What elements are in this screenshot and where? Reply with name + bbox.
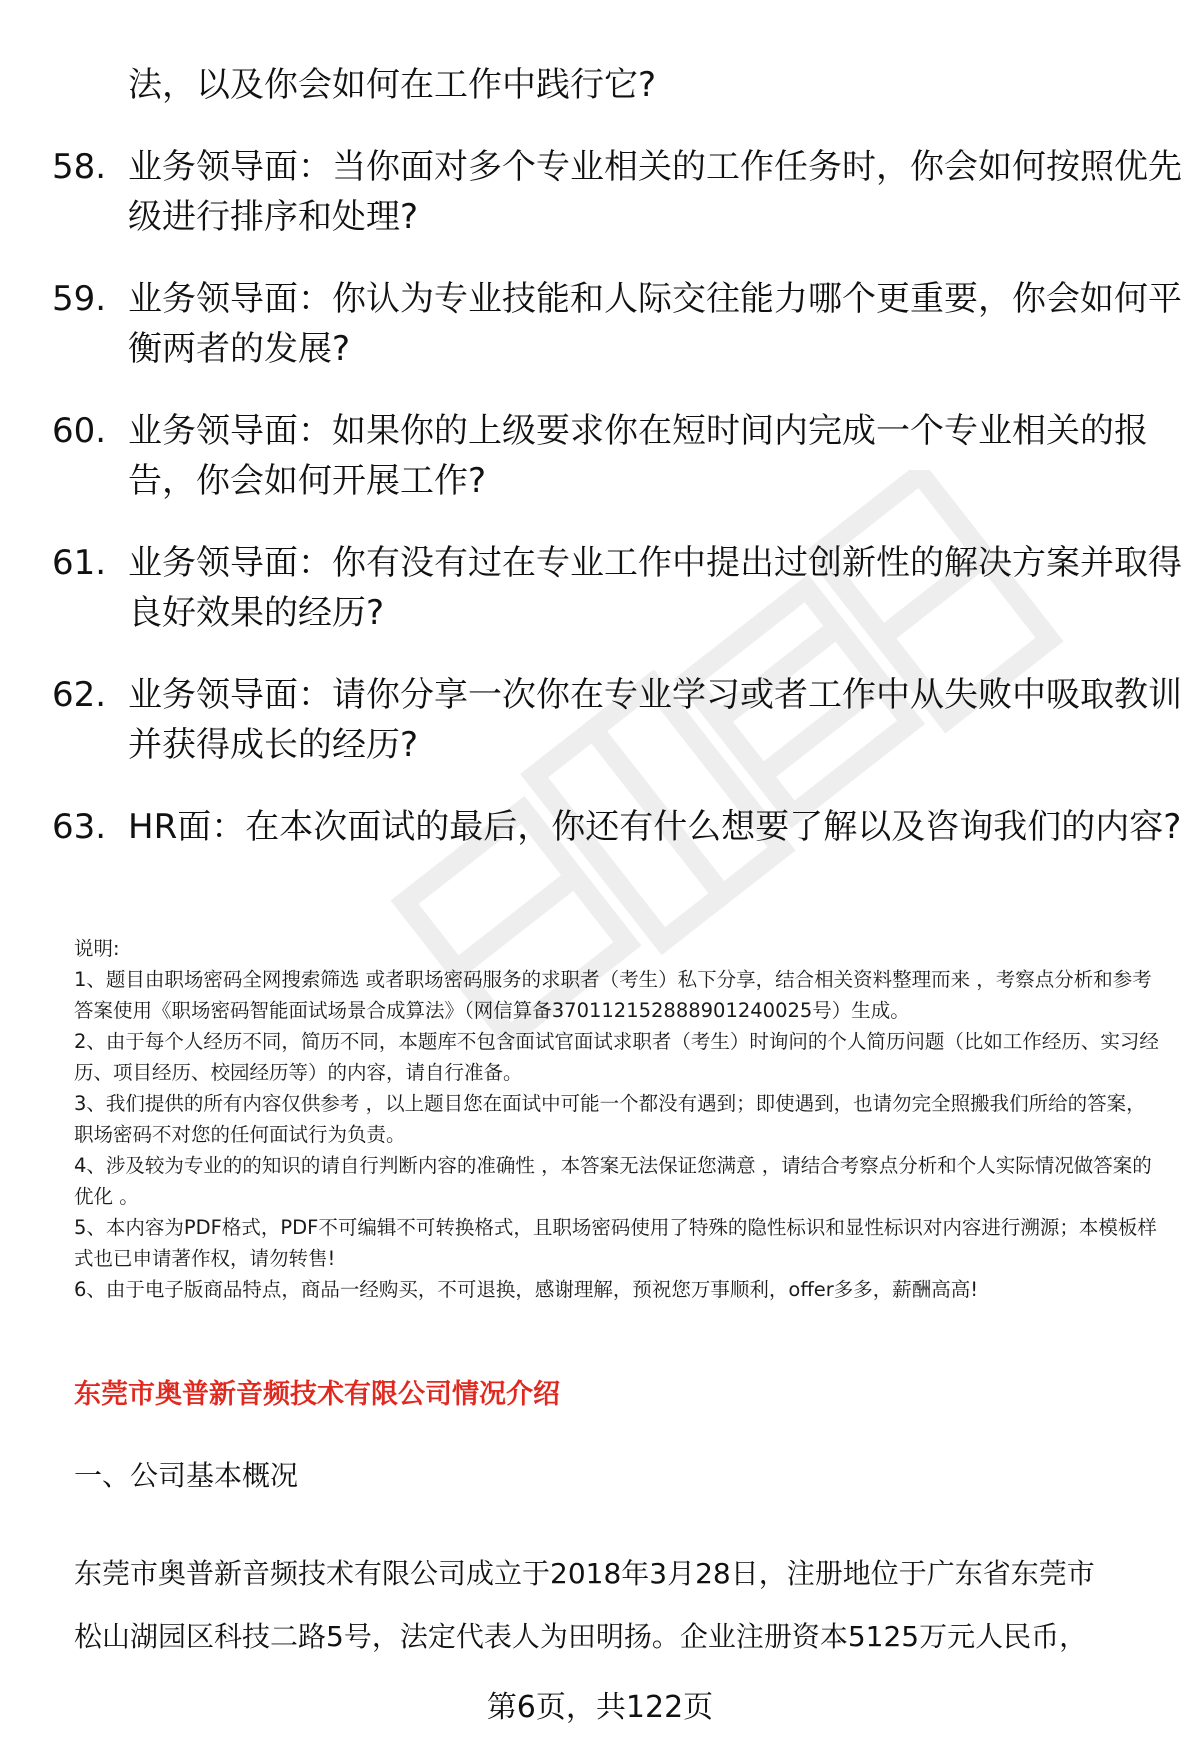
- note-item-2: 2、由于每个人经历不同，简历不同，本题库不包含面试官面试求职者（考生）时询问的个人简历问题（比如工作经历、实习经历、项目经历、校园经历等）的内容，请自行准备。: [74, 1030, 1159, 1084]
- question-item-58: [52, 142, 1182, 242]
- question-text: 业务领导面：当你面对多个专业相关的工作任务时，你会如何按照优先级进行排序和处理?: [128, 147, 1182, 237]
- company-title: 东莞市奥普新音频技术有限公司情况介绍: [74, 1379, 560, 1410]
- note-item-4: 4、涉及较为专业的的知识的请自行判断内容的准确性 ，本答案无法保证您满意 ，请结合考察点分析和个人实际情况做答案的优化 。: [74, 1154, 1152, 1208]
- company-overview-paragraph: [74, 1542, 1164, 1668]
- notes-section: [74, 933, 1164, 1305]
- question-text: 业务领导面：请你分享一次你在专业学习或者工作中从失败中吸取教训并获得成长的经历?: [128, 675, 1182, 765]
- question-number: 59.: [52, 279, 107, 319]
- note-item-5: 5、本内容为PDF格式，PDF不可编辑不可转换格式，且职场密码使用了特殊的隐性标识和显性标识对内容进行溯源；本模板样式也已申请著作权，请勿转售!: [74, 1216, 1157, 1270]
- note-item-1: 1、题目由职场密码全网搜索筛选 或者职场密码服务的求职者（考生）私下分享，结合相关资料整理而来 ，考察点分析和参考答案使用《职场密码智能面试场景合成算法》（网信算备370112152888901240025号）生成。: [74, 968, 1152, 1022]
- paragraph-line-1: 东莞市奥普新音频技术有限公司成立于2018年3月28日，注册地位于广东省东莞市: [74, 1557, 1095, 1590]
- question-continuation: 法，以及你会如何在工作中践行它?: [128, 65, 657, 105]
- question-item-63: [52, 802, 1182, 852]
- question-text: HR面：在本次面试的最后，你还有什么想要了解以及咨询我们的内容?: [128, 807, 1182, 847]
- question-text: 业务领导面：你认为专业技能和人际交往能力哪个更重要，你会如何平衡两者的发展?: [128, 279, 1182, 369]
- question-number: 61.: [52, 543, 107, 583]
- question-item-61: [52, 538, 1182, 638]
- paragraph-line-2: 松山湖园区科技二路5号，法定代表人为田明扬。企业注册资本5125万元人民币，: [74, 1620, 1088, 1653]
- note-item-6: 6、由于电子版商品特点，商品一经购买，不可退换，感谢理解，预祝您万事顺利，offer多多，薪酬高高!: [74, 1278, 979, 1301]
- question-number: 63.: [52, 807, 107, 847]
- note-item-3: 3、我们提供的所有内容仅供参考 ，以上题目您在面试中可能一个都没有遇到；即使遇到，也请勿完全照搬我们所给的答案，职场密码不对您的任何面试行为负责。: [74, 1092, 1146, 1146]
- question-item-60: [52, 406, 1152, 506]
- page-footer: 第6页，共122页: [486, 1690, 714, 1725]
- question-number: 62.: [52, 675, 107, 715]
- question-text: 业务领导面：你有没有过在专业工作中提出过创新性的解决方案并取得良好效果的经历?: [128, 543, 1182, 633]
- question-item-62: [52, 670, 1182, 770]
- question-item-59: [52, 274, 1182, 374]
- notes-heading: 说明:: [74, 937, 120, 960]
- question-number: 58.: [52, 147, 107, 187]
- question-text: 业务领导面：如果你的上级要求你在短时间内完成一个专业相关的报告，你会如何开展工作?: [128, 411, 1148, 501]
- question-number: 60.: [52, 411, 107, 451]
- section-heading: 一、公司基本概况: [74, 1459, 299, 1492]
